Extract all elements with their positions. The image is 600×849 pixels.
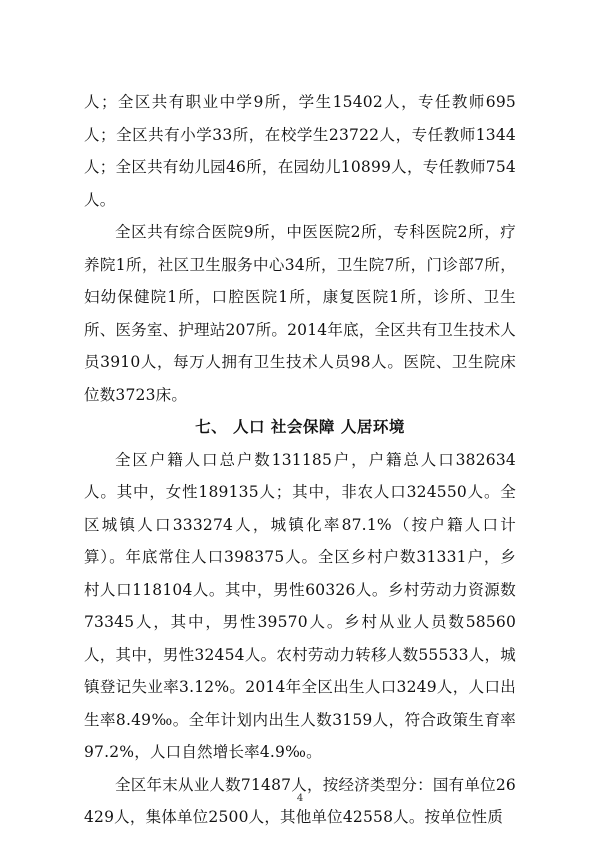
section-heading: 七、 人口 社会保障 人居环境 [195, 418, 405, 436]
paragraph-employment: 全区年末从业人数71487人，按经济类型分：国有单位26429人，集体单位2500人，其他单位42558人。按单位性质 [84, 775, 516, 826]
document-body [84, 86, 516, 834]
paragraph-education: 人；全区共有职业中学9所，学生15402人，专任教师695人；全区共有小学33所，在校学生23722人，专任教师1344人；全区共有幼儿园46所，在园幼儿10899人，专任教师754人。 [84, 93, 516, 209]
paragraph-population: 全区户籍人口总户数131185户，户籍总人口382634人。其中，女性189135人；其中，非农人口324550人。全区城镇人口333274人，城镇化率87.1%（按户籍人口计算）。年底常住人口398375人。全区乡村户数31331户，乡村人口118104人。其中，男性60326人。乡村劳动力资源数73345人，其中，男性39570人。乡村从业人员数58560人，其中，男性32454人。农村劳动力转移人数55533人，城镇登记失业率3.12%。2014年全区出生人口3249人，人口出生率8.49‰。全年计划内出生人数3159人，符合政策生育率97.2%，人口自然增长率4.9‰。 [84, 450, 516, 761]
page-number: 4 [296, 793, 304, 804]
paragraph-health: 全区共有综合医院9所，中医医院2所，专科医院2所，疗养院1所，社区卫生服务中心34所，卫生院7所，门诊部7所，妇幼保健院1所，口腔医院1所，康复医院1所，诊所、卫生所、医务室、护理站207所。2014年底，全区共有卫生技术人员3910人，每万人拥有卫生技术人员98人。医院、卫生院床位数3723床。 [84, 223, 516, 404]
